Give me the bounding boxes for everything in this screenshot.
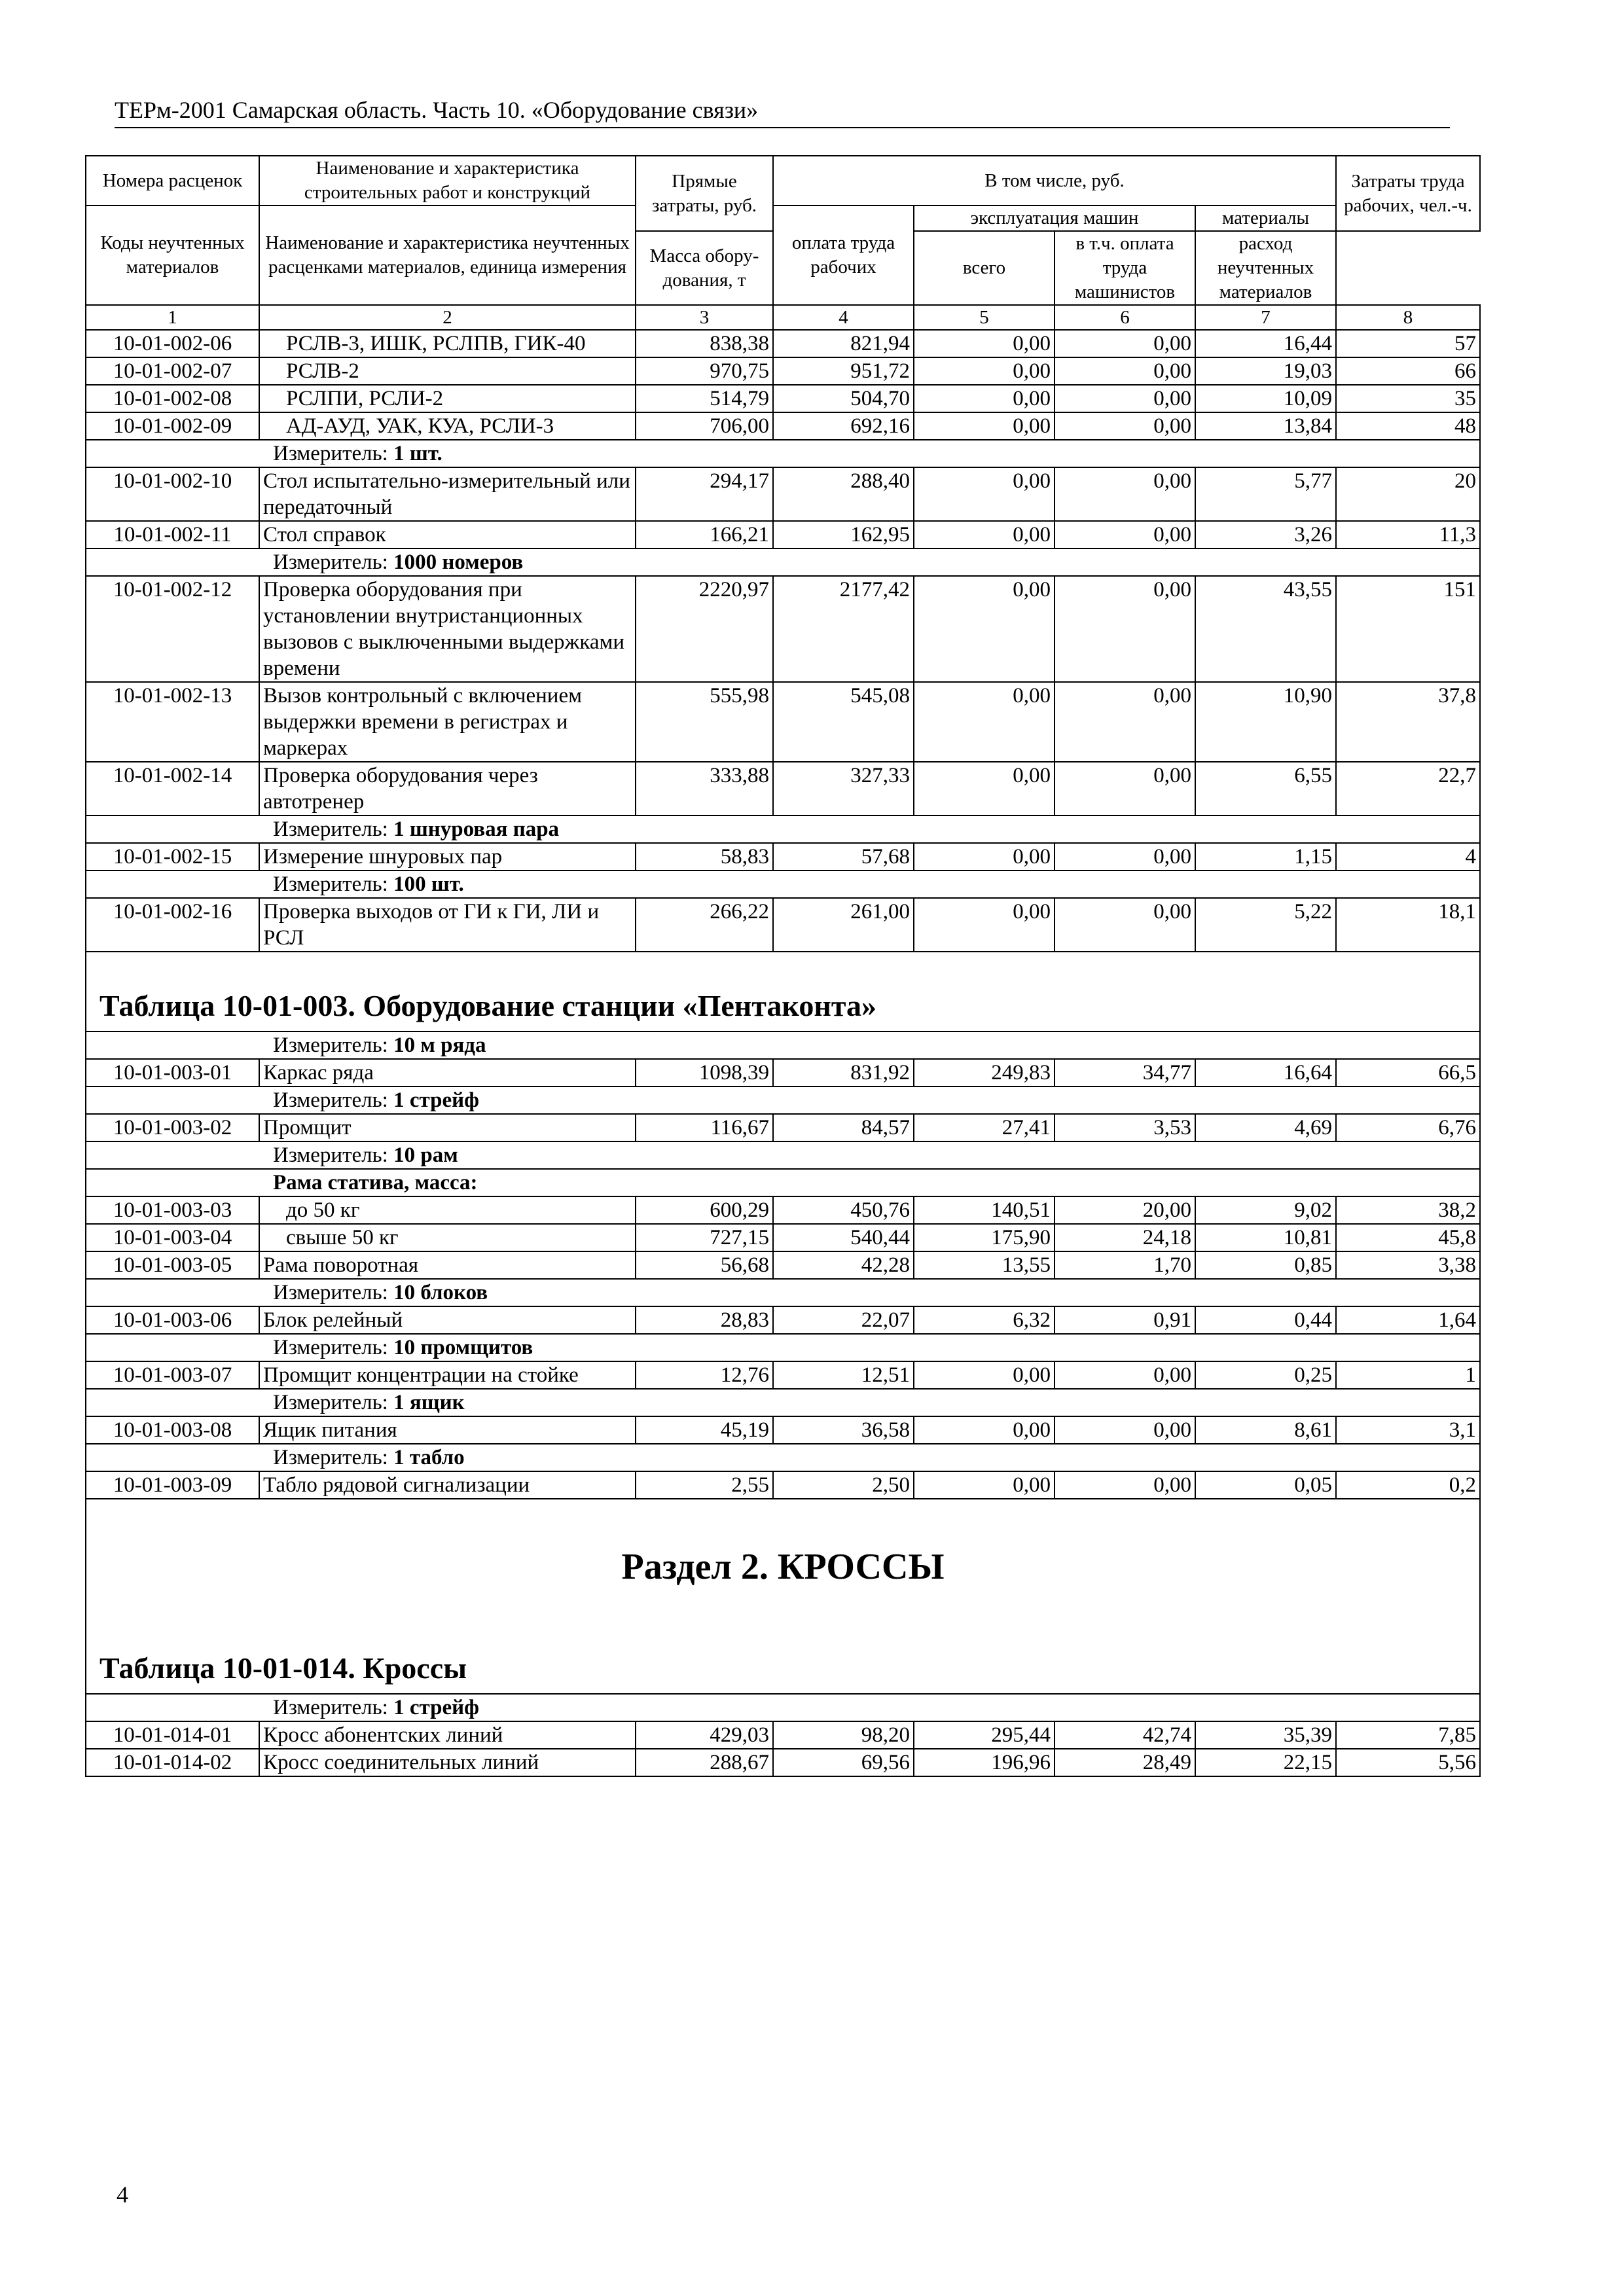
measure-row [86,1141,1480,1169]
rate-code: 10-01-003-03 [86,1196,259,1224]
measure-row [86,1389,1480,1416]
rate-value: 151 [1336,576,1480,682]
table-row [86,1224,1480,1251]
rate-value: 22,07 [773,1306,914,1334]
table-row [86,843,1480,870]
rate-value: 20 [1336,467,1480,521]
measure-unit: 1 табло [393,1446,465,1469]
rate-value: 5,56 [1336,1749,1480,1776]
rate-value: 0,00 [1055,898,1195,952]
rate-value: 36,58 [773,1416,914,1444]
rate-value: 0,00 [1055,1416,1195,1444]
table-row [86,1416,1480,1444]
col-number: 4 [773,305,914,330]
table-row [86,467,1480,521]
head-machinists-pay: в т.ч. оплата труда машинистов [1055,231,1195,305]
rate-name: Проверка выходов от ГИ к ГИ, ЛИ и РСЛ [259,898,636,952]
rate-code: 10-01-002-14 [86,762,259,816]
rate-value: 545,08 [773,682,914,762]
measure-unit: 10 промщитов [393,1336,533,1359]
col-number: 5 [914,305,1055,330]
rate-value: 838,38 [636,330,773,357]
col-number: 2 [259,305,636,330]
rate-value: 0,00 [914,843,1055,870]
rate-value: 45,8 [1336,1224,1480,1251]
rate-name: Промщит [259,1114,636,1141]
head-machines: эксплуатация машин [914,206,1195,231]
rate-value: 0,2 [1336,1471,1480,1499]
rate-value: 0,00 [914,412,1055,440]
rate-name: свыше 50 кг [259,1224,636,1251]
measure-label: Измеритель: [273,1696,388,1719]
rate-value: 22,7 [1336,762,1480,816]
rate-value: 450,76 [773,1196,914,1224]
measure-label: Измеритель: [273,1143,388,1167]
rate-code: 10-01-002-11 [86,521,259,548]
rate-value: 261,00 [773,898,914,952]
table-row [86,762,1480,816]
rate-value: 2,55 [636,1471,773,1499]
rate-value: 9,02 [1195,1196,1336,1224]
rate-value: 0,00 [1055,330,1195,357]
rate-value: 4,69 [1195,1114,1336,1141]
rate-value: 196,96 [914,1749,1055,1776]
rate-name: Промщит концентрации на стойке [259,1361,636,1389]
rate-name: Кросс соединительных линий [259,1749,636,1776]
measure-unit: 1 шнуровая пара [393,817,560,841]
rate-value: 2220,97 [636,576,773,682]
head-including: В том числе, руб. [773,156,1336,206]
head-mass: Масса обору-дования, т [636,231,773,305]
rate-code: 10-01-002-16 [86,898,259,952]
rate-code: 10-01-003-06 [86,1306,259,1334]
rate-code: 10-01-002-08 [86,385,259,412]
table-row [86,1471,1480,1499]
rate-value: 43,55 [1195,576,1336,682]
rate-name: АД-АУД, УАК, КУА, РСЛИ-3 [259,412,636,440]
rate-value: 0,00 [914,1361,1055,1389]
col-number: 6 [1055,305,1195,330]
table-row [86,1306,1480,1334]
rate-name: РСЛВ-2 [259,357,636,385]
measure-row [86,1334,1480,1361]
section-title [86,1499,1480,1615]
head-labor-pay: оплата труда рабочих [773,206,914,305]
rate-value: 7,85 [1336,1721,1480,1749]
measure-unit: 1 стрейф [393,1088,479,1112]
table-head [86,156,1480,330]
table-row [86,1114,1480,1141]
rate-value: 0,91 [1055,1306,1195,1334]
measure-label: Измеритель: [273,1391,388,1414]
table-row [86,330,1480,357]
table-row [86,357,1480,385]
rate-code: 10-01-002-10 [86,467,259,521]
rate-value: 22,15 [1195,1749,1336,1776]
rate-value: 0,00 [914,576,1055,682]
column-numbers [86,305,1480,330]
rate-value: 6,76 [1336,1114,1480,1141]
rate-value: 116,67 [636,1114,773,1141]
rate-value: 0,00 [1055,682,1195,762]
rate-value: 3,53 [1055,1114,1195,1141]
table-row [86,1361,1480,1389]
rate-value: 0,00 [1055,843,1195,870]
rate-value: 249,83 [914,1059,1055,1086]
col-number: 8 [1336,305,1480,330]
measure-unit: 10 рам [393,1143,458,1167]
rate-name: Проверка оборудования при установлении внутристанционных вызовов с выключенными выдержками времени [259,576,636,682]
rate-name: Блок релейный [259,1306,636,1334]
rate-code: 10-01-003-04 [86,1224,259,1251]
rate-value: 1,15 [1195,843,1336,870]
measure-row [86,816,1480,843]
rate-value: 1,64 [1336,1306,1480,1334]
rate-code: 10-01-003-09 [86,1471,259,1499]
measure-row [86,548,1480,576]
rate-code: 10-01-014-02 [86,1749,259,1776]
rate-value: 18,1 [1336,898,1480,952]
rate-value: 2177,42 [773,576,914,682]
head-materials-consumption: расход неучтенных материалов [1195,231,1336,305]
rate-value: 6,32 [914,1306,1055,1334]
rate-value: 10,81 [1195,1224,1336,1251]
measure-unit: 1 шт. [393,442,442,465]
table-row [86,1721,1480,1749]
rate-name: Стол испытательно-измерительный или передаточный [259,467,636,521]
rate-value: 504,70 [773,385,914,412]
page-number: 4 [117,2181,128,2208]
rate-value: 1,70 [1055,1251,1195,1279]
measure-unit: 1000 номеров [393,550,524,574]
rate-value: 706,00 [636,412,773,440]
rate-value: 4 [1336,843,1480,870]
rate-value: 28,83 [636,1306,773,1334]
rate-value: 24,18 [1055,1224,1195,1251]
table-row [86,412,1480,440]
rate-value: 0,00 [1055,385,1195,412]
rate-value: 429,03 [636,1721,773,1749]
rate-value: 10,90 [1195,682,1336,762]
measure-row [86,1694,1480,1721]
table-row [86,576,1480,682]
rate-value: 10,09 [1195,385,1336,412]
rate-value: 140,51 [914,1196,1055,1224]
rate-name: РСЛПИ, РСЛИ-2 [259,385,636,412]
rate-value: 58,83 [636,843,773,870]
col-number: 1 [86,305,259,330]
rate-value: 35 [1336,385,1480,412]
measure-unit: 1 стрейф [393,1696,479,1719]
group-label: Рама статива, масса: [86,1169,1480,1196]
rate-value: 13,84 [1195,412,1336,440]
measure-unit: 10 блоков [393,1281,488,1304]
rate-value: 3,26 [1195,521,1336,548]
rate-value: 600,29 [636,1196,773,1224]
rate-value: 0,00 [1055,1471,1195,1499]
col-number: 3 [636,305,773,330]
rate-value: 13,55 [914,1251,1055,1279]
measure-label: Измеритель: [273,1336,388,1359]
rate-code: 10-01-003-07 [86,1361,259,1389]
rate-value: 288,67 [636,1749,773,1776]
rate-value: 56,68 [636,1251,773,1279]
table-row [86,1196,1480,1224]
rate-code: 10-01-002-06 [86,330,259,357]
rate-value: 84,57 [773,1114,914,1141]
rate-value: 288,40 [773,467,914,521]
table-body [86,330,1480,1776]
rate-value: 16,64 [1195,1059,1336,1086]
rate-name: Вызов контрольный с включением выдержки времени в регистрах и маркерах [259,682,636,762]
measure-row [86,1279,1480,1306]
measure-label: Измеритель: [273,817,388,841]
measure-label: Измеритель: [273,1033,388,1057]
rate-value: 57,68 [773,843,914,870]
rate-value: 1098,39 [636,1059,773,1086]
rate-value: 294,17 [636,467,773,521]
rate-value: 12,51 [773,1361,914,1389]
measure-unit: 10 м ряда [393,1033,486,1057]
rate-value: 0,00 [914,385,1055,412]
measure-row [86,1031,1480,1059]
rate-value: 19,03 [1195,357,1336,385]
table-title-text: Таблица 10-01-014. Кроссы [86,1615,1480,1694]
rate-value: 6,55 [1195,762,1336,816]
rate-code: 10-01-003-08 [86,1416,259,1444]
rate-code: 10-01-003-05 [86,1251,259,1279]
rate-value: 3,38 [1336,1251,1480,1279]
rate-value: 831,92 [773,1059,914,1086]
rate-value: 0,00 [914,467,1055,521]
rate-code: 10-01-003-01 [86,1059,259,1086]
rate-value: 514,79 [636,385,773,412]
head-materials: материалы [1195,206,1336,231]
page-header: ТЕРм-2001 Самарская область. Часть 10. «Оборудование связи» [115,96,1450,128]
rate-name: Рама поворотная [259,1251,636,1279]
rate-value: 0,00 [1055,467,1195,521]
rate-code: 10-01-002-07 [86,357,259,385]
rate-code: 10-01-014-01 [86,1721,259,1749]
rate-code: 10-01-002-09 [86,412,259,440]
rate-value: 2,50 [773,1471,914,1499]
rate-value: 0,00 [1055,412,1195,440]
rate-value: 166,21 [636,521,773,548]
measure-label: Измеритель: [273,442,388,465]
rate-name: РСЛВ-3, ИШК, РСЛПВ, ГИК-40 [259,330,636,357]
group-row [86,1169,1480,1196]
rate-value: 45,19 [636,1416,773,1444]
rate-value: 57 [1336,330,1480,357]
rate-value: 540,44 [773,1224,914,1251]
head-codes-bottom: Коды неучтенных материалов [86,206,259,305]
rate-value: 42,28 [773,1251,914,1279]
rate-value: 42,74 [1055,1721,1195,1749]
rate-value: 34,77 [1055,1059,1195,1086]
rates-table [85,155,1481,1777]
table-row [86,682,1480,762]
rate-value: 295,44 [914,1721,1055,1749]
rate-value: 0,00 [914,357,1055,385]
table-title [86,952,1480,1031]
rate-name: Каркас ряда [259,1059,636,1086]
col-number: 7 [1195,305,1336,330]
rate-code: 10-01-002-15 [86,843,259,870]
rate-value: 727,15 [636,1224,773,1251]
rate-name: Табло рядовой сигнализации [259,1471,636,1499]
measure-unit: 1 ящик [393,1391,465,1414]
rate-value: 37,8 [1336,682,1480,762]
measure-row [86,870,1480,898]
rate-value: 16,44 [1195,330,1336,357]
rate-value: 0,85 [1195,1251,1336,1279]
head-names-top: Наименование и характеристика строительных работ и конструкций [259,156,636,206]
table-row [86,1059,1480,1086]
rate-value: 0,00 [914,762,1055,816]
rate-value: 333,88 [636,762,773,816]
rate-value: 692,16 [773,412,914,440]
table-row [86,385,1480,412]
rate-name: Ящик питания [259,1416,636,1444]
rate-value: 0,00 [1055,521,1195,548]
rate-name: до 50 кг [259,1196,636,1224]
rate-value: 327,33 [773,762,914,816]
rate-value: 0,00 [1055,357,1195,385]
head-names-bottom: Наименование и характеристика неучтенных расценками материалов, единица измерения [259,206,636,305]
rate-value: 0,00 [1055,762,1195,816]
table-row [86,1251,1480,1279]
rate-value: 0,25 [1195,1361,1336,1389]
rate-value: 5,22 [1195,898,1336,952]
rate-value: 1 [1336,1361,1480,1389]
measure-label: Измеритель: [273,1446,388,1469]
head-direct: Прямые затраты, руб. [636,156,773,231]
head-labor-cost: Затраты труда рабочих, чел.-ч. [1336,156,1480,231]
rate-value: 266,22 [636,898,773,952]
head-codes-top: Номера расценок [86,156,259,206]
measure-label: Измеритель: [273,550,388,574]
rate-value: 98,20 [773,1721,914,1749]
rate-value: 8,61 [1195,1416,1336,1444]
table-row [86,521,1480,548]
measure-label: Измеритель: [273,1281,388,1304]
rate-value: 0,00 [1055,1361,1195,1389]
table-row [86,898,1480,952]
rate-value: 0,00 [1055,576,1195,682]
rate-name: Проверка оборудования через автотренер [259,762,636,816]
rate-value: 66,5 [1336,1059,1480,1086]
measure-row [86,440,1480,467]
table-row [86,1749,1480,1776]
table-title [86,1615,1480,1694]
rate-value: 3,1 [1336,1416,1480,1444]
rate-value: 0,44 [1195,1306,1336,1334]
table-title-text: Таблица 10-01-003. Оборудование станции «Пентаконта» [86,952,1480,1031]
rate-value: 162,95 [773,521,914,548]
rate-value: 0,00 [914,1416,1055,1444]
measure-row [86,1444,1480,1471]
rate-value: 20,00 [1055,1196,1195,1224]
rate-value: 11,3 [1336,521,1480,548]
rate-name: Стол справок [259,521,636,548]
rate-name: Кросс абонентских линий [259,1721,636,1749]
section-title-text: Раздел 2. КРОССЫ [86,1499,1480,1615]
rate-value: 12,76 [636,1361,773,1389]
rate-value: 0,05 [1195,1471,1336,1499]
rate-value: 970,75 [636,357,773,385]
measure-row [86,1086,1480,1114]
rate-value: 175,90 [914,1224,1055,1251]
rate-value: 555,98 [636,682,773,762]
rate-value: 69,56 [773,1749,914,1776]
rate-value: 27,41 [914,1114,1055,1141]
rate-name: Измерение шнуровых пар [259,843,636,870]
rate-code: 10-01-003-02 [86,1114,259,1141]
rate-value: 5,77 [1195,467,1336,521]
rate-value: 38,2 [1336,1196,1480,1224]
head-machines-total: всего [914,231,1055,305]
measure-label: Измеритель: [273,872,388,896]
rate-value: 0,00 [914,682,1055,762]
measure-label: Измеритель: [273,1088,388,1112]
rate-value: 35,39 [1195,1721,1336,1749]
rate-value: 48 [1336,412,1480,440]
rate-value: 0,00 [914,1471,1055,1499]
rate-value: 0,00 [914,330,1055,357]
rate-value: 821,94 [773,330,914,357]
measure-unit: 100 шт. [393,872,464,896]
rate-value: 66 [1336,357,1480,385]
rate-value: 951,72 [773,357,914,385]
rate-code: 10-01-002-13 [86,682,259,762]
rate-value: 0,00 [914,898,1055,952]
rate-value: 0,00 [914,521,1055,548]
rate-value: 28,49 [1055,1749,1195,1776]
rate-code: 10-01-002-12 [86,576,259,682]
